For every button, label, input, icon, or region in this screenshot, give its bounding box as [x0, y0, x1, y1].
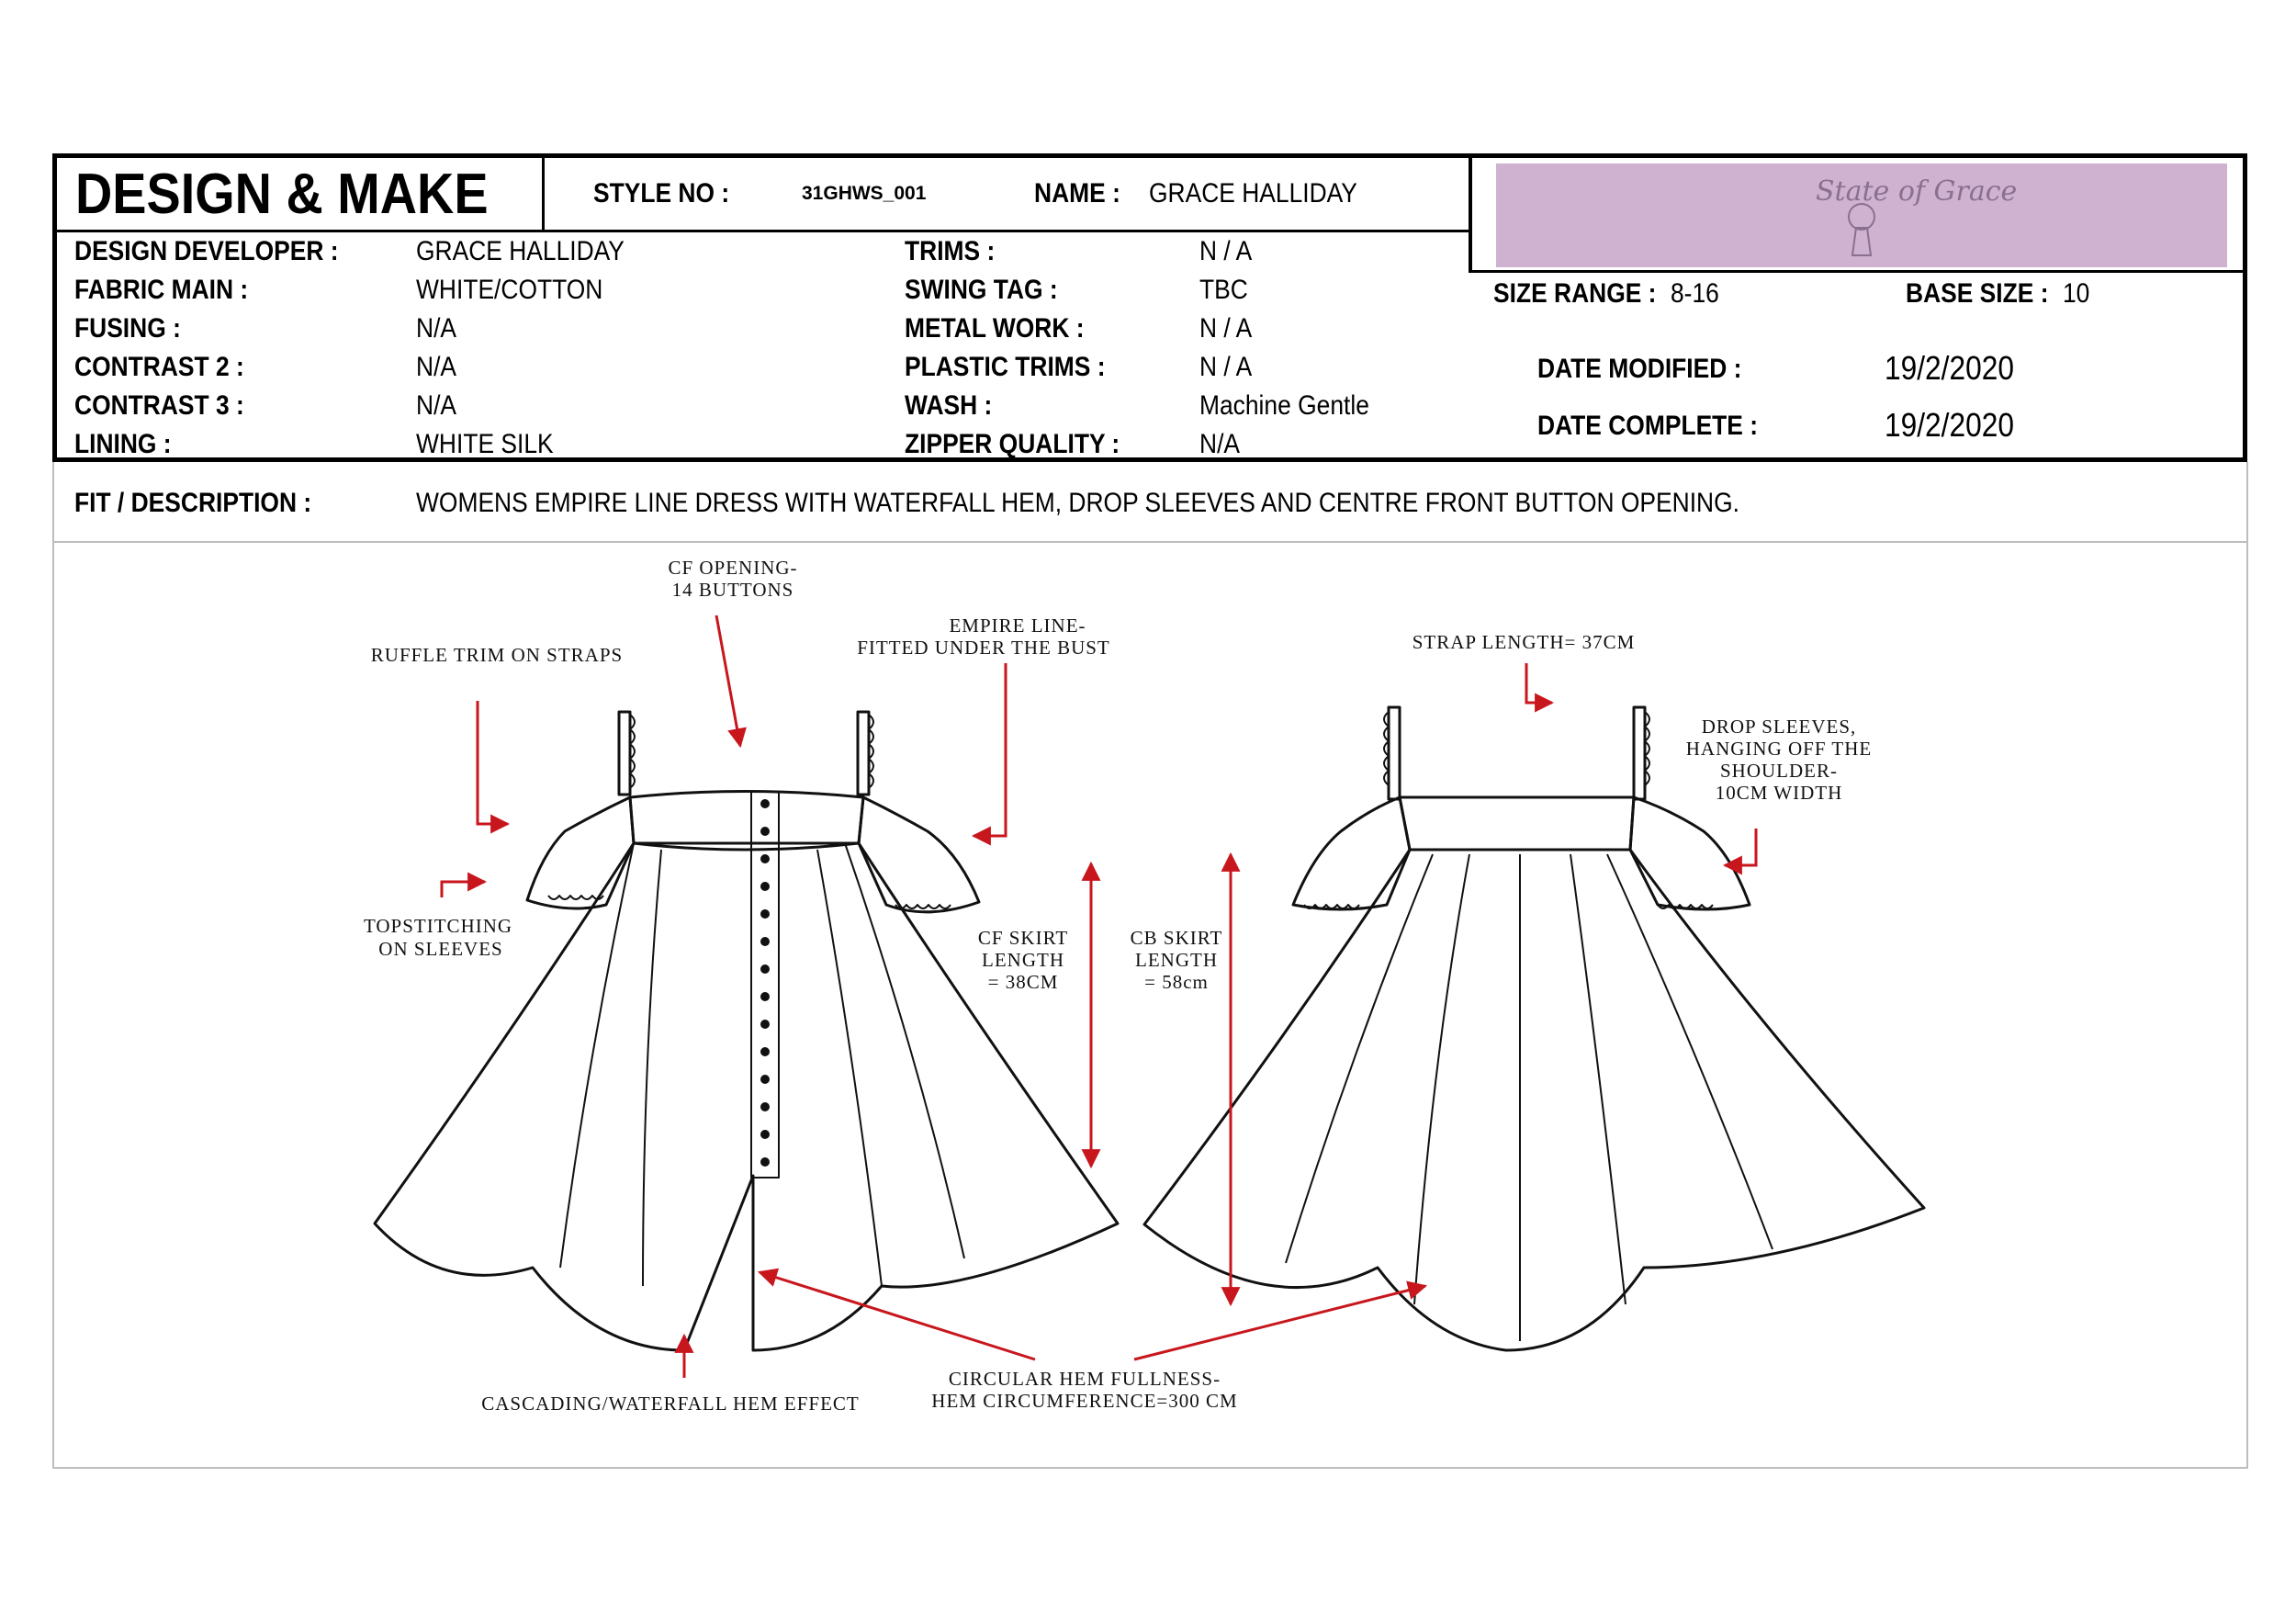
- svg-text:ON SLEEVES: ON SLEEVES: [378, 938, 503, 960]
- svg-text:CB SKIRT: CB SKIRT: [1130, 927, 1223, 949]
- plastic-trims-label: PLASTIC TRIMS :: [905, 352, 1106, 382]
- page-title: DESIGN & MAKE: [75, 163, 489, 226]
- svg-text:HANGING OFF THE: HANGING OFF THE: [1685, 738, 1873, 760]
- svg-text:FITTED UNDER THE BUST: FITTED UNDER THE BUST: [857, 637, 1110, 659]
- svg-text:= 38CM: = 38CM: [987, 971, 1059, 993]
- svg-text:14 BUTTONS: 14 BUTTONS: [671, 579, 794, 601]
- style-no-label: STYLE NO :: [593, 178, 730, 209]
- fabric-main-value: WHITE/COTTON: [416, 275, 603, 305]
- zipper-quality-value: N/A: [1199, 429, 1241, 459]
- svg-text:STRAP LENGTH= 37CM: STRAP LENGTH= 37CM: [1412, 631, 1636, 653]
- svg-text:DROP SLEEVES,: DROP SLEEVES,: [1701, 716, 1857, 738]
- front-sleeve-left: [527, 797, 634, 908]
- svg-text:RUFFLE TRIM ON STRAPS: RUFFLE TRIM ON STRAPS: [370, 644, 624, 666]
- svg-text:= 58cm: = 58cm: [1144, 971, 1209, 993]
- fit-description-label: FIT / DESCRIPTION :: [74, 488, 312, 518]
- name-label: NAME :: [1034, 178, 1120, 209]
- svg-text:CF SKIRT: CF SKIRT: [977, 927, 1069, 949]
- date-modified-value: 19/2/2020: [1885, 349, 2014, 387]
- back-dress-sketch: [1144, 707, 1924, 1350]
- lining-label: LINING :: [74, 429, 172, 459]
- trims-value: N / A: [1199, 236, 1253, 266]
- svg-text:HEM CIRCUMFERENCE=300 CM: HEM CIRCUMFERENCE=300 CM: [931, 1390, 1238, 1412]
- back-strap-left: [1389, 707, 1400, 799]
- svg-text:EMPIRE LINE-: EMPIRE LINE-: [949, 615, 1086, 637]
- front-strap-right: [858, 712, 869, 795]
- swing-tag-label: SWING TAG :: [905, 275, 1058, 305]
- front-strap-left: [619, 712, 630, 795]
- fabric-main-label: FABRIC MAIN :: [74, 275, 249, 305]
- contrast-3-label: CONTRAST 3 :: [74, 390, 244, 421]
- back-sleeve-left: [1293, 797, 1410, 909]
- fit-description-value: WOMENS EMPIRE LINE DRESS WITH WATERFALL HEM, DROP SLEEVES AND CENTRE FRONT BUTTON OPENING.: [416, 488, 1739, 518]
- svg-text:CF OPENING-: CF OPENING-: [668, 557, 798, 579]
- design-developer-value: GRACE HALLIDAY: [416, 236, 625, 266]
- svg-text:LENGTH: LENGTH: [982, 949, 1064, 971]
- date-complete-label: DATE COMPLETE :: [1537, 411, 1759, 441]
- metal-work-value: N / A: [1199, 313, 1253, 344]
- svg-text:LENGTH: LENGTH: [1135, 949, 1218, 971]
- fusing-value: N/A: [416, 313, 457, 344]
- front-buttons: [760, 799, 770, 1167]
- svg-text:TOPSTITCHING: TOPSTITCHING: [363, 915, 513, 937]
- back-bodice: [1400, 797, 1634, 850]
- contrast-2-value: N/A: [416, 352, 457, 382]
- annotation-labels: [364, 557, 1872, 1415]
- design-developer-label: DESIGN DEVELOPER :: [74, 236, 339, 266]
- base-size-value: 10: [2063, 278, 2090, 309]
- metal-work-label: METAL WORK :: [905, 313, 1085, 344]
- lining-value: WHITE SILK: [416, 429, 554, 459]
- wash-value: Machine Gentle: [1199, 390, 1369, 421]
- back-strap-right: [1634, 707, 1645, 799]
- wash-label: WASH :: [905, 390, 993, 421]
- annotation-arrows: [442, 615, 1756, 1378]
- back-sleeve-right: [1630, 797, 1750, 909]
- back-skirt: [1144, 850, 1924, 1350]
- fusing-label: FUSING :: [74, 313, 181, 344]
- trims-label: TRIMS :: [905, 236, 996, 266]
- svg-text:10CM WIDTH: 10CM WIDTH: [1715, 782, 1843, 804]
- base-size-label: BASE SIZE :: [1906, 278, 2049, 309]
- zipper-quality-label: ZIPPER QUALITY :: [905, 429, 1120, 459]
- style-no-value: 31GHWS_001: [802, 183, 927, 204]
- contrast-2-label: CONTRAST 2 :: [74, 352, 244, 382]
- name-value: GRACE HALLIDAY: [1149, 178, 1357, 209]
- svg-text:CIRCULAR HEM FULLNESS-: CIRCULAR HEM FULLNESS-: [948, 1368, 1221, 1390]
- svg-text:State of Grace: State of Grace: [1816, 175, 2018, 208]
- plastic-trims-value: N / A: [1199, 352, 1253, 382]
- contrast-3-value: N/A: [416, 390, 457, 421]
- front-sleeve-right: [859, 797, 979, 912]
- front-bodice: [630, 792, 863, 851]
- svg-text:CASCADING/WATERFALL HEM EFFECT: CASCADING/WATERFALL HEM EFFECT: [481, 1393, 860, 1415]
- date-modified-label: DATE MODIFIED :: [1537, 354, 1742, 384]
- date-complete-value: 19/2/2020: [1885, 406, 2014, 444]
- svg-text:SHOULDER-: SHOULDER-: [1720, 760, 1838, 782]
- size-range-label: SIZE RANGE :: [1493, 278, 1657, 309]
- size-range-value: 8-16: [1671, 278, 1719, 309]
- swing-tag-value: TBC: [1199, 275, 1248, 305]
